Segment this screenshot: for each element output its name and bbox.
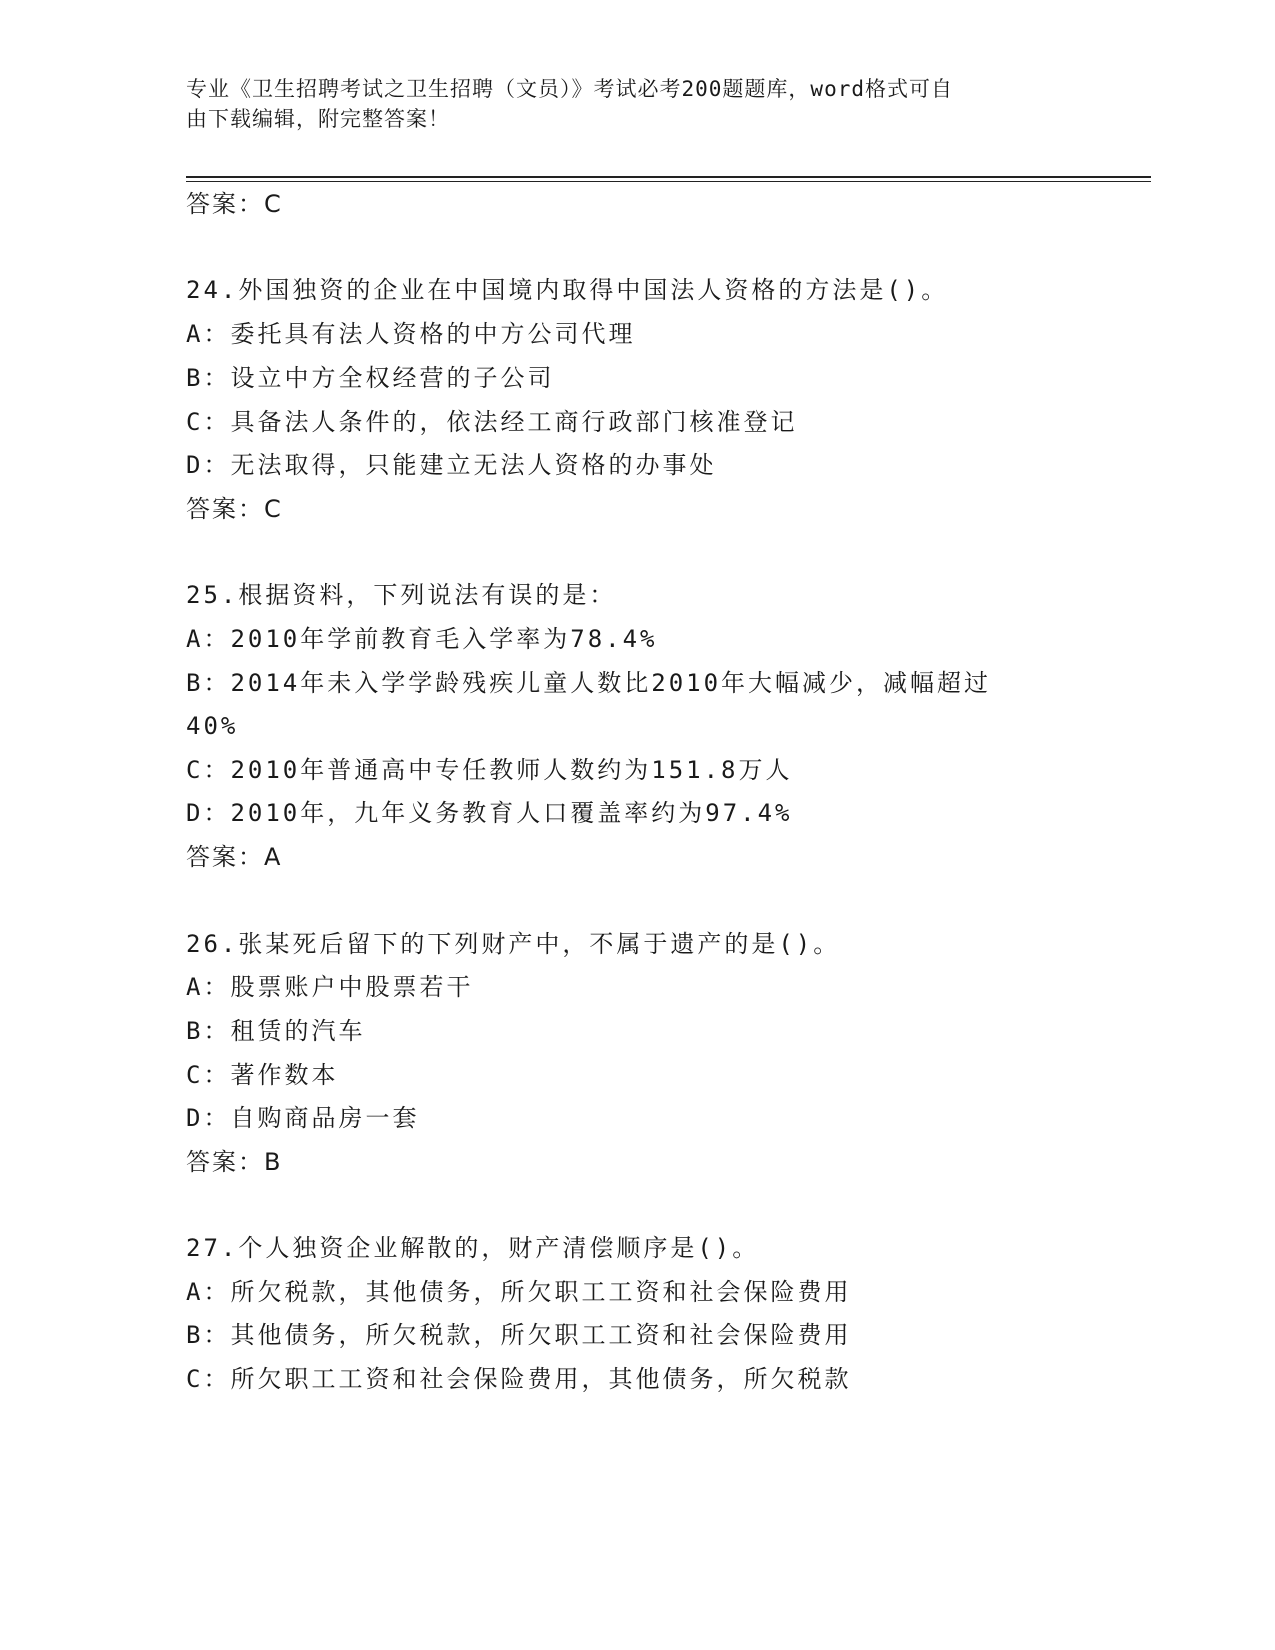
answer-line: 答案：C <box>186 190 283 218</box>
option-d: D：2010年，九年义务教育人口覆盖率约为97.4% <box>186 799 793 827</box>
option-a: A：委托具有法人资格的中方公司代理 <box>186 320 636 348</box>
option-b: B：设立中方全权经营的子公司 <box>186 364 555 392</box>
option-a: A：股票账户中股票若干 <box>186 973 474 1001</box>
question-stem: 25.根据资料，下列说法有误的是： <box>186 581 617 609</box>
answer-line: 答案：B <box>186 1148 283 1176</box>
question-stem: 26.张某死后留下的下列财产中，不属于遗产的是()。 <box>186 930 841 958</box>
option-c: C：2010年普通高中专任教师人数约为151.8万人 <box>186 756 793 784</box>
document-header <box>186 74 1066 134</box>
option-c: C：具备法人条件的，依法经工商行政部门核准登记 <box>186 408 798 436</box>
question-stem: 27.个人独资企业解散的，财产清偿顺序是()。 <box>186 1234 760 1262</box>
option-c: C：所欠职工工资和社会保险费用，其他债务，所欠税款 <box>186 1365 852 1393</box>
option-b: B：2014年未入学学龄残疾儿童人数比2010年大幅减少，减幅超过 <box>186 669 992 697</box>
header-divider-thick <box>186 176 1151 178</box>
option-b: B：租赁的汽车 <box>186 1017 366 1045</box>
option-a: A：2010年学前教育毛入学率为78.4% <box>186 625 658 653</box>
question-stem: 24.外国独资的企业在中国境内取得中国法人资格的方法是()。 <box>186 276 949 304</box>
answer-line: 答案：A <box>186 843 283 871</box>
option-a: A：所欠税款，其他债务，所欠职工工资和社会保险费用 <box>186 1278 852 1306</box>
option-d: D：自购商品房一套 <box>186 1104 420 1132</box>
option-b-continued: 40% <box>186 712 239 740</box>
answer-line: 答案：C <box>186 495 283 523</box>
option-b: B：其他债务，所欠税款，所欠职工工资和社会保险费用 <box>186 1321 852 1349</box>
option-c: C：著作数本 <box>186 1061 339 1089</box>
header-line-1: 专业《卫生招聘考试之卫生招聘（文员）》考试必考200题题库，word格式可自 <box>186 77 953 101</box>
header-line-2: 由下载编辑，附完整答案！ <box>186 107 450 131</box>
header-divider-thin <box>186 181 1151 182</box>
option-d: D：无法取得，只能建立无法人资格的办事处 <box>186 451 717 479</box>
